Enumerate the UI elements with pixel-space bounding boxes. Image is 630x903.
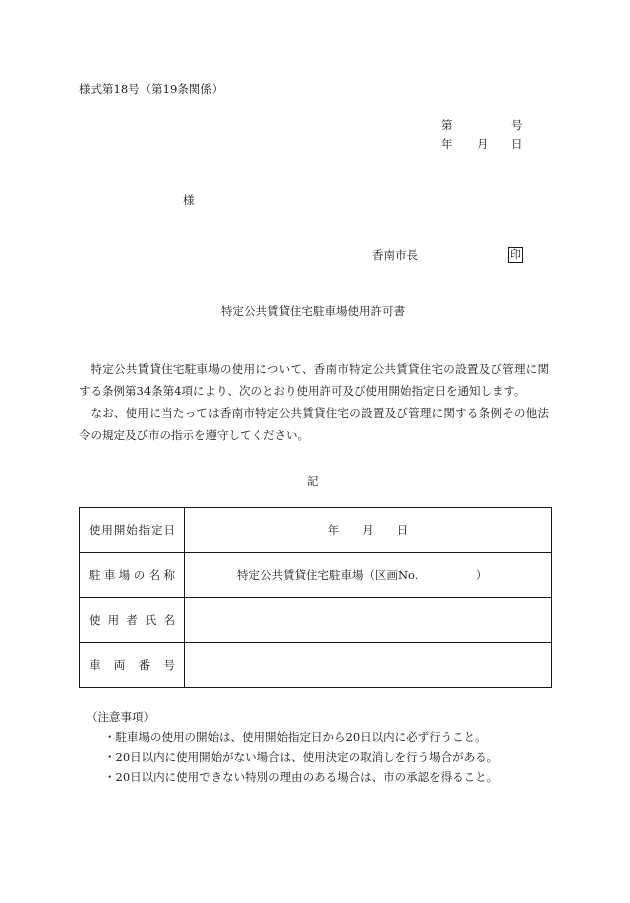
table-row — [80, 553, 552, 598]
note-item: ・駐車場の使用の開始は、使用開始指定日から20日以内に必ず行うこと。 — [104, 730, 487, 744]
date-year-label: 年 — [441, 137, 453, 151]
number-label-dai: 第 — [441, 118, 453, 132]
user-name-value — [185, 598, 552, 643]
addressee-suffix: 様 — [183, 193, 195, 207]
start-date-label: 使用開始指定日 — [80, 508, 185, 553]
seal-mark — [508, 247, 523, 263]
parking-name-label: 駐車場の名称 — [80, 553, 185, 598]
seal-icon: 印 — [510, 248, 521, 261]
document-title: 特定公共賃貸住宅駐車場使用許可書 — [221, 304, 405, 318]
body-paragraph-2: なお、使用に当たっては香南市特定公共賃貸住宅の設置及び管理に関する条例その他法令の規定及び市の指示を遵守してください。 — [79, 406, 549, 442]
table-row — [80, 508, 552, 553]
note-item: ・20日以内に使用できない特別の理由のある場合は、市の承認を得ること。 — [104, 770, 499, 784]
note-item: ・20日以内に使用開始がない場合は、使用決定の取消しを行う場合がある。 — [104, 750, 499, 764]
notes-heading: （注意事項） — [86, 710, 155, 724]
ki-label: 記 — [307, 474, 319, 488]
parking-name-value: 特定公共賃貸住宅駐車場（区画No. ） — [185, 553, 552, 598]
vehicle-number-label: 車両番号 — [80, 643, 185, 688]
date-day-label: 日 — [511, 137, 523, 151]
permit-table — [79, 507, 552, 688]
date-month-label: 月 — [477, 137, 489, 151]
table-row — [80, 643, 552, 688]
table-row — [80, 598, 552, 643]
form-number: 様式第18号（第19条関係） — [79, 82, 224, 96]
user-name-label: 使用者氏名 — [80, 598, 185, 643]
issuer-title: 香南市長 — [372, 248, 418, 262]
vehicle-number-value — [185, 643, 552, 688]
start-date-value: 年 月 日 — [185, 508, 552, 553]
notes-section — [86, 707, 498, 787]
number-label-go: 号 — [511, 118, 523, 132]
body-paragraph-1: 特定公共賃貸住宅駐車場の使用について、香南市特定公共賃貸住宅の設置及び管理に関する条例第34条第4項により、次のとおり使用許可及び使用開始指定日を通知します。 — [79, 362, 549, 398]
